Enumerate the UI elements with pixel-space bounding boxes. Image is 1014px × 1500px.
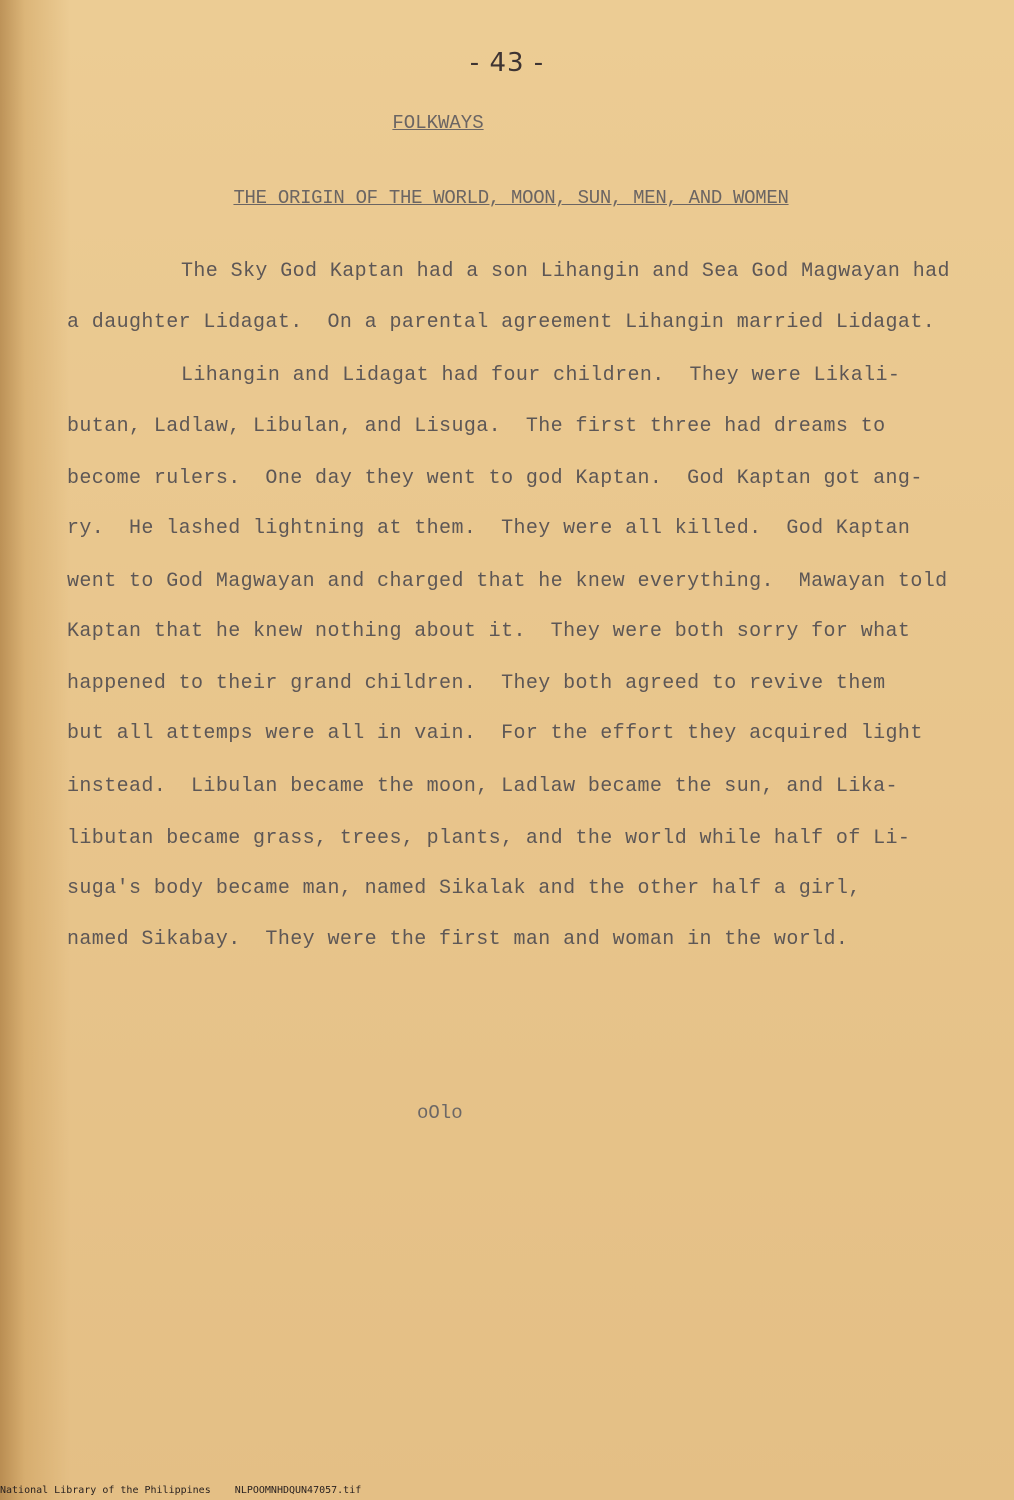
text-line: went to God Magwayan and charged that he knew everything. Mawayan told: [67, 570, 948, 593]
text-line: become rulers. One day they went to god Kaptan. God Kaptan got ang-: [67, 467, 923, 490]
text-line: suga's body became man, named Sikalak and the other half a girl,: [67, 877, 861, 900]
text-line: ry. He lashed lightning at them. They were all killed. God Kaptan: [67, 517, 911, 540]
text-line: named Sikabay. They were the first man and woman in the world.: [67, 928, 849, 951]
text-line: The Sky God Kaptan had a son Lihangin and Sea God Magwayan had: [181, 260, 950, 283]
text-line: but all attemps were all in vain. For the effort they acquired light: [67, 722, 923, 745]
story-title: THE ORIGIN OF THE WORLD, MOON, SUN, MEN, AND WOMEN: [233, 187, 789, 209]
end-mark: oOlo: [417, 1102, 463, 1124]
text-line: butan, Ladlaw, Libulan, and Lisuga. The first three had dreams to: [67, 415, 886, 438]
text-line: Lihangin and Lidagat had four children. They were Likali-: [181, 364, 901, 387]
text-line: happened to their grand children. They both agreed to revive them: [67, 672, 886, 695]
page-number: - 43 -: [469, 48, 545, 78]
text-line: libutan became grass, trees, plants, and the world while half of Li-: [67, 827, 911, 850]
text-line: instead. Libulan became the moon, Ladlaw became the sun, and Lika-: [67, 775, 898, 798]
section-heading: FOLKWAYS: [392, 112, 484, 134]
archive-label: National Library of the Philippines NLPOOMNHDQUN47057.tif: [0, 1485, 362, 1496]
text-line: Kaptan that he knew nothing about it. They were both sorry for what: [67, 620, 911, 643]
text-line: a daughter Lidagat. On a parental agreement Lihangin married Lidagat.: [67, 311, 936, 334]
